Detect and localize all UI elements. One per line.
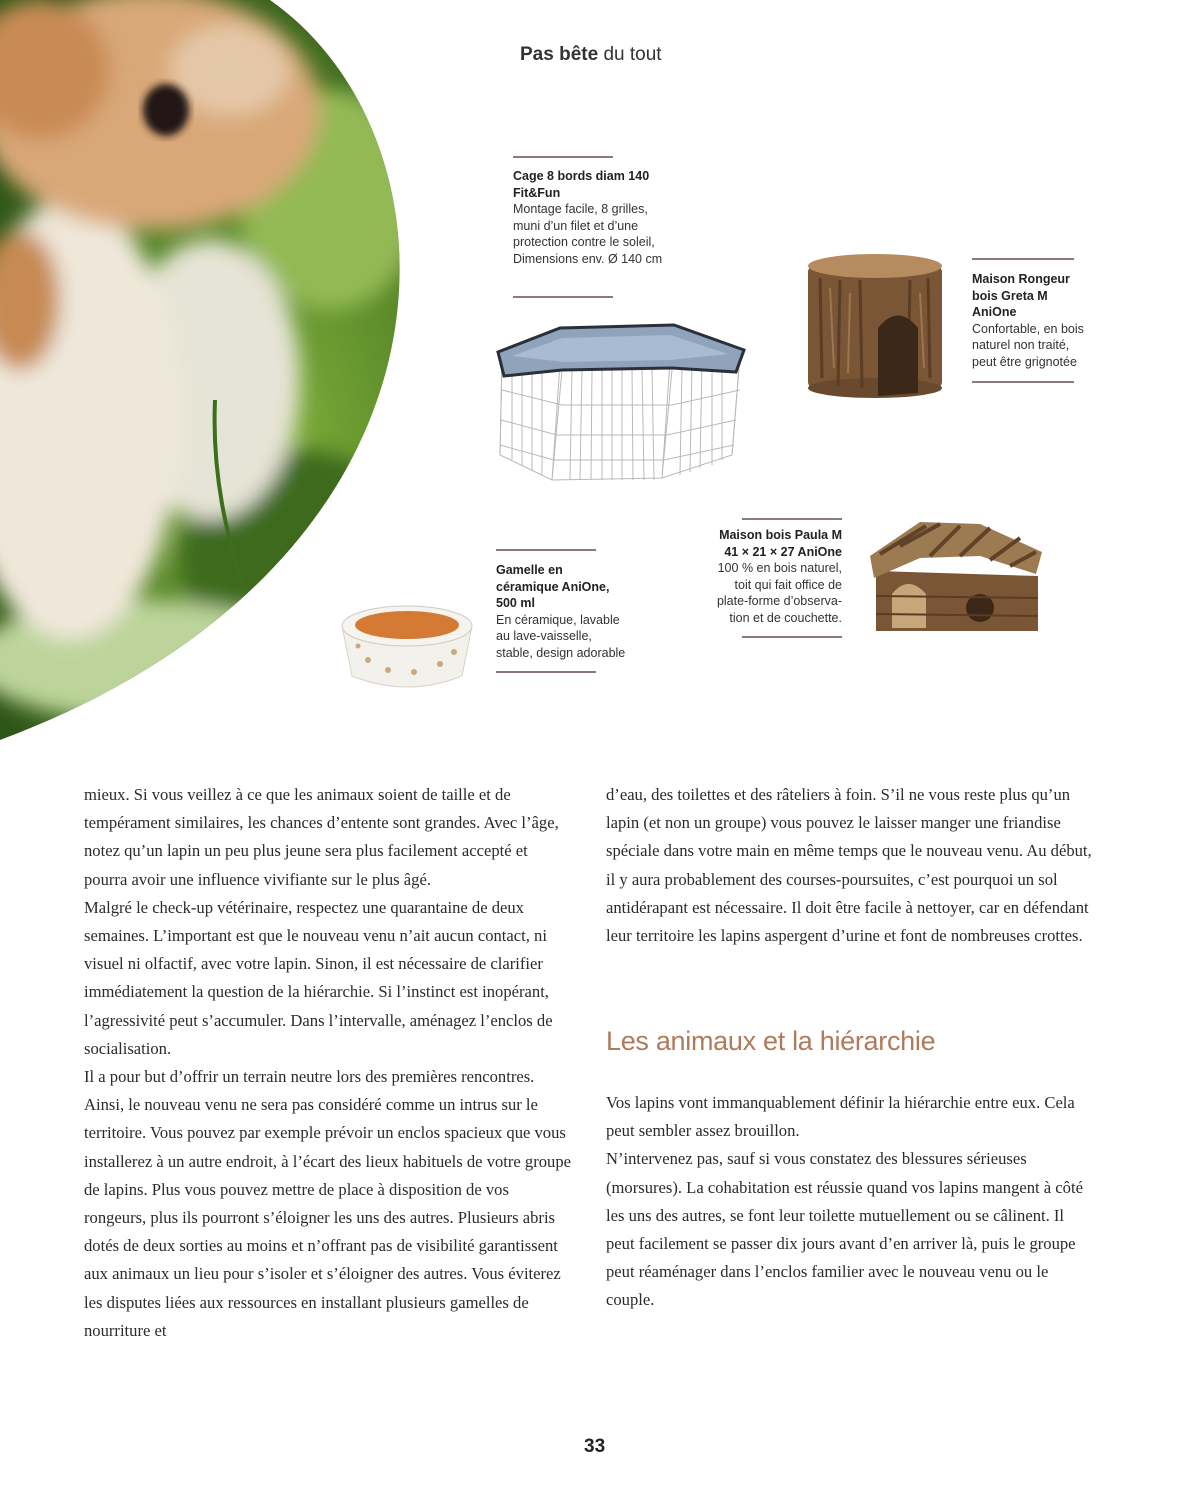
cage-desc-line: muni d’un filet et d’une	[513, 218, 639, 233]
cage-desc-line: protection contre le soleil,	[513, 235, 655, 249]
paula-title: 41 × 21 × 27 AniOne	[724, 544, 842, 559]
greta-title: bois Greta M	[972, 288, 1048, 303]
gamelle-desc-line: En céramique, lavable	[496, 612, 620, 627]
caption-rule	[496, 671, 596, 673]
caption-rule	[513, 296, 613, 298]
caption-rule	[742, 636, 842, 638]
paragraph: Malgré le check-up vétérinaire, respectez une quarantaine de deux semaines. L’important est que le nouveau venu n’ait aucun contact, ni visuel ni olfactif, avec votre lapin. Sinon, il est nécessaire de clarifier immédiatement la question de la hiérarchie. Si l’instinct est inopérant, l’agressivité peut s’accumuler. Dans l’intervalle, aménagez l’enclos de socialisation.	[84, 897, 553, 1058]
greta-caption	[972, 271, 1112, 370]
paula-desc-line: tion et de couchette.	[729, 610, 842, 625]
caption-rule	[496, 549, 596, 551]
paula-house-image	[860, 516, 1050, 638]
right-column-top	[606, 781, 1094, 950]
right-column-bottom	[606, 1089, 1094, 1315]
gamelle-title: 500 ml	[496, 596, 535, 610]
gamelle-desc-line: au lave-vaisselle,	[496, 629, 592, 643]
paula-caption	[662, 527, 842, 626]
cage-caption	[513, 168, 673, 267]
cage-title: Cage 8 bords diam 140	[513, 169, 650, 183]
greta-house-image	[800, 248, 950, 398]
cage-desc-line: Dimensions env. Ø 140 cm	[513, 251, 663, 266]
caption-rule	[972, 258, 1074, 260]
greta-desc-line: Confortable, en bois	[972, 321, 1084, 336]
paragraph: Vos lapins vont immanquablement définir la hiérarchie entre eux. Cela peut sembler assez brouillon.	[606, 1093, 1075, 1141]
gamelle-title: Gamelle en	[496, 563, 563, 577]
gamelle-caption	[496, 562, 646, 661]
cage-image	[492, 320, 748, 490]
cage-desc-line: Montage facile, 8 grilles,	[513, 202, 648, 216]
paragraph: N’intervenez pas, sauf si vous constatez des blessures sérieuses (morsures). La cohabitation est réussie quand vos lapins mangent à côté les uns des autres, se font leur toilette mutuellement ou se câlinent. Il peut facilement se passer dix jours avant d’en arriver là, puis le groupe peut réaménager dans l’enclos familier avec le nouveau venu ou le couple.	[606, 1149, 1083, 1310]
paula-desc-line: toit qui fait office de	[734, 577, 842, 592]
paula-desc-line: 100 % en bois naturel,	[717, 561, 842, 575]
header-bold: Pas bête	[520, 44, 599, 65]
caption-rule	[972, 381, 1074, 383]
gamelle-desc-line: stable, design adorable	[496, 645, 626, 660]
caption-rule	[742, 518, 842, 520]
greta-desc-line: naturel non traité,	[972, 338, 1070, 352]
header-rest: du tout	[603, 44, 662, 65]
greta-title: AniOne	[972, 305, 1017, 319]
paula-title: Maison bois Paula M	[719, 528, 842, 542]
left-column	[84, 781, 572, 1345]
paragraph: Il a pour but d’offrir un terrain neutre lors des premières rencontres. Ainsi, le nouveau venu ne sera pas considéré comme un intrus sur le territoire. Vous pouvez par exemple prévoir un enclos spacieux que vous installerez à un autre endroit, à l’écart des lieux habituels de votre groupe de lapins. Plus vous pouvez mettre de place à disposition de vos rongeurs, plus ils pourront s’éloigner les uns des autres. Plusieurs abris dotés de deux sorties au moins et n’offrant pas de visibilité garantissent aux animaux un lieu pour s’isoler et s’éloigner des autres. Vous éviterez les disputes liées aux ressources en installant plusieurs gamelles de nourriture et	[84, 1067, 572, 1340]
paula-desc-line: plate-forme d’observa-	[716, 594, 842, 608]
gamelle-title: céramique AniOne,	[496, 579, 610, 594]
bowl-image	[336, 598, 478, 694]
cage-title: Fit&Fun	[513, 185, 561, 200]
greta-desc-line: peut être grignotée	[972, 354, 1077, 369]
page-number: 33	[584, 1436, 606, 1457]
paragraph: d’eau, des toilettes et des râteliers à foin. S’il ne vous reste plus qu’un lapin (et non un groupe) vous pouvez le laisser manger une friandise spéciale dans votre main en même temps que le nouveau venu. Au début, il y aura probablement des courses-poursuites, c’est pourquoi un sol antidérapant est nécessaire. Il doit être facile à nettoyer, car en défendant leur territoire les lapins aspergent d’urine et font de nombreuses crottes.	[606, 785, 1092, 946]
paragraph: mieux. Si vous veillez à ce que les animaux soient de taille et de tempérament similaires, les chances d’entente sont grandes. Avec l’âge, notez qu’un lapin un peu plus jeune sera plus facilement accepté et pourra avoir une influence vivifiante sur le plus âgé.	[84, 785, 559, 889]
caption-rule	[513, 156, 613, 158]
running-header	[520, 44, 662, 66]
section-heading: Les animaux et la hiérarchie	[606, 1026, 936, 1056]
greta-title: Maison Rongeur	[972, 272, 1070, 286]
